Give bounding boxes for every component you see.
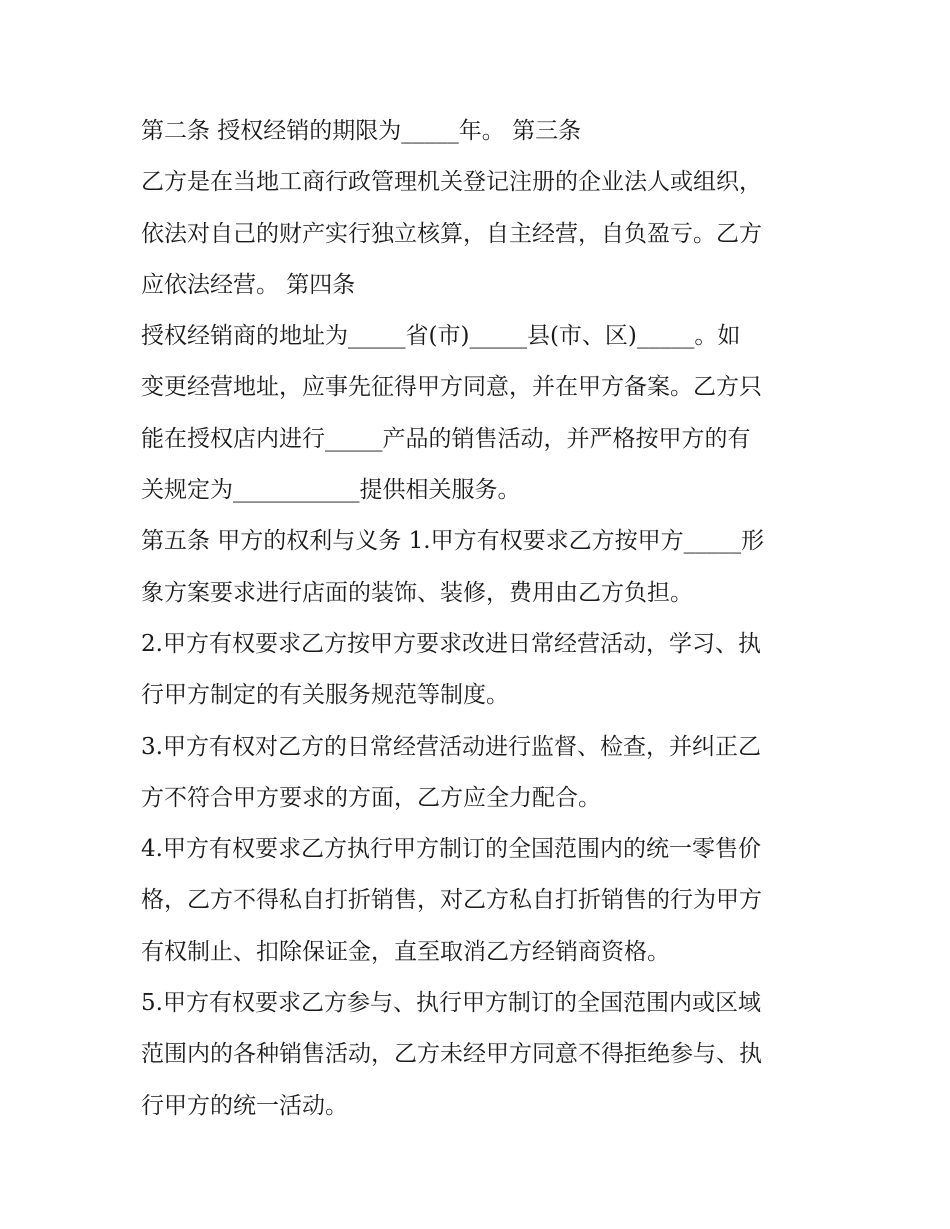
text-line: 授权经销商的地址为_____省(市)_____县(市、区)_____。如 <box>141 323 741 350</box>
text-line: 行甲方的统一活动。 <box>141 1092 348 1119</box>
text-line: 乙方是在当地工商行政管理机关登记注册的企业法人或组织， <box>141 169 762 196</box>
text-line: 4.甲方有权要求乙方执行甲方制订的全国范围内的统一零售价 <box>141 836 761 863</box>
text-line: 范围内的各种销售活动，乙方未经甲方同意不得拒绝参与、执 <box>141 1041 762 1068</box>
text-line: 关规定为___________提供相关服务。 <box>141 477 521 504</box>
text-line: 有权制止、扣除保证金，直至取消乙方经销商资格。 <box>141 938 670 965</box>
document-body <box>141 106 821 1132</box>
text-line: 象方案要求进行店面的装饰、装修，费用由乙方负担。 <box>141 579 693 606</box>
text-line: 3.甲方有权对乙方的日常经营活动进行监督、检查，并纠正乙 <box>141 733 761 760</box>
text-line: 方不符合甲方要求的方面，乙方应全力配合。 <box>141 784 601 811</box>
text-line: 应依法经营。 第四条 <box>141 271 356 298</box>
text-line: 5.甲方有权要求乙方参与、执行甲方制订的全国范围内或区域 <box>141 990 761 1017</box>
text-line: 2.甲方有权要求乙方按甲方要求改进日常经营活动，学习、执 <box>141 630 761 657</box>
text-line: 第五条 甲方的权利与义务 1.甲方有权要求乙方按甲方_____形 <box>141 528 765 555</box>
text-line: 变更经营地址，应事先征得甲方同意，并在甲方备案。乙方只 <box>141 374 762 401</box>
text-line: 能在授权店内进行_____产品的销售活动，并严格按甲方的有 <box>141 425 751 452</box>
text-line: 格，乙方不得私自打折销售，对乙方私自打折销售的行为甲方 <box>141 887 762 914</box>
text-line: 依法对自己的财产实行独立核算，自主经营，自负盈亏。乙方 <box>141 220 762 247</box>
text-line: 行甲方制定的有关服务规范等制度。 <box>141 682 509 709</box>
text-line: 第二条 授权经销的期限为_____年。 第三条 <box>141 118 582 144</box>
